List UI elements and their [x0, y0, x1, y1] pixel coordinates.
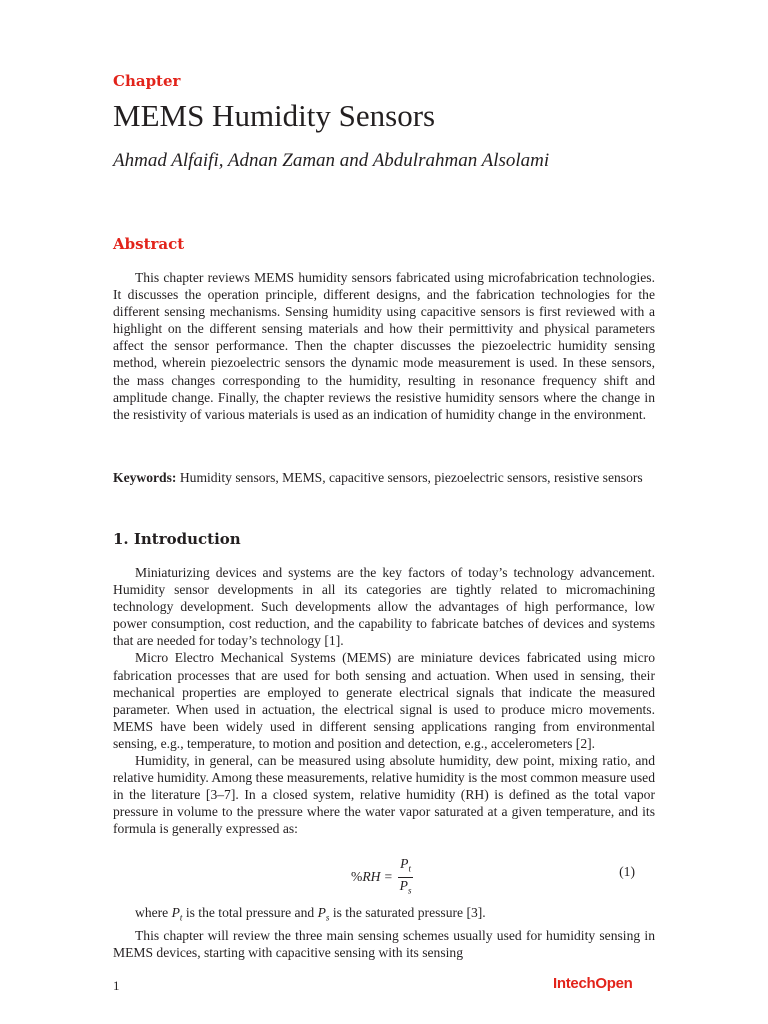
keywords-label: Keywords: — [113, 470, 177, 485]
abstract-body — [113, 269, 655, 423]
publisher-logo: IntechOpen — [553, 975, 633, 992]
post-equation-paragraph-1: where $P_t$ is the total pressure and $P_s$ is the saturated pressure [3]. — [135, 905, 486, 923]
abstract-heading: Abstract — [113, 235, 185, 253]
intro-paragraph-2: Micro Electro Mechanical Systems (MEMS) are miniature devices fabricated using micro fabrication processes that are used for both sensing and actuation. When used in sensing, their mechanical properties are employed to generate electrical signals that indicate the measured parameter. When used in actuation, the electrical signal is used to produce micro movements. MEMS have been widely used in different sensing applications ranging from environmental sensing, e.g., temperature, to motion and position and detection, e.g., accelerometers [2]. — [113, 650, 655, 751]
equation-numerator: $P_t$ — [398, 856, 413, 878]
keywords-text: Humidity sensors, MEMS, capacitive sensors, piezoelectric sensors, resistive sensors — [179, 470, 643, 485]
equation-1 — [113, 852, 655, 896]
equation-number: (1) — [619, 864, 635, 879]
abstract-paragraph: This chapter reviews MEMS humidity sensors fabricated using microfabrication technologies. It discusses the operation principle, different designs, and the fabrication technologies for the different sensing mechanisms. Sensing humidity using capacitive sensors is first reviewed with a highlight on the different sensing materials and how their permittivity and physical parameters affect the sensor performance. Then the chapter discusses the piezoelectric humidity sensing method, wherein piezoelectric sensors the dynamic mode measurement is used. In these sensors, the mass changes corresponding to the humidity, resulting in resonance frequency shift and amplitude change. Finally, the chapter reviews the resistive humidity sensors where the change in the resistivity of various materials is used as an indication of humidity change in the environment. — [113, 270, 655, 422]
equation-fraction — [398, 856, 413, 898]
introduction-body — [113, 564, 655, 838]
equation-expression — [351, 856, 413, 898]
equation-equals: = — [384, 869, 393, 885]
intro-paragraph-3: Humidity, in general, can be measured using absolute humidity, dew point, mixing ratio, and relative humidity. Among these measurements, relative humidity is the most common measure used in the literature [3–7]. In a closed system, relative humidity (RH) is defined as the total vapor pressure in volume to the pressure where the water vapor saturated at a given temperature, and its formula is generally expressed as: — [113, 753, 655, 837]
chapter-label: Chapter — [113, 72, 181, 90]
section-heading-introduction: 1. Introduction — [113, 530, 241, 548]
post-equation-body — [113, 904, 655, 961]
intro-paragraph-1: Miniaturizing devices and systems are the key factors of today’s technology advancement. Humidity sensor developments in all its categories are tightly related to micromachining technology development. Such developments allow the advantages of high performance, low power consumption, cost reduction, and the capability to fabricate batches of devices and systems that are needed for today’s technology [1]. — [113, 565, 655, 649]
equation-lhs: %RH — [351, 869, 381, 885]
page-number: 1 — [113, 978, 120, 993]
keywords — [113, 469, 655, 486]
authors: Ahmad Alfaifi, Adnan Zaman and Abdulrahman Alsolami — [113, 150, 550, 171]
post-equation-paragraph-2: This chapter will review the three main sensing schemes usually used for humidity sensing in MEMS devices, starting with capacitive sensing with its sensing — [113, 927, 655, 960]
page-title: MEMS Humidity Sensors — [113, 98, 436, 133]
equation-denominator: $P_s$ — [399, 877, 412, 896]
